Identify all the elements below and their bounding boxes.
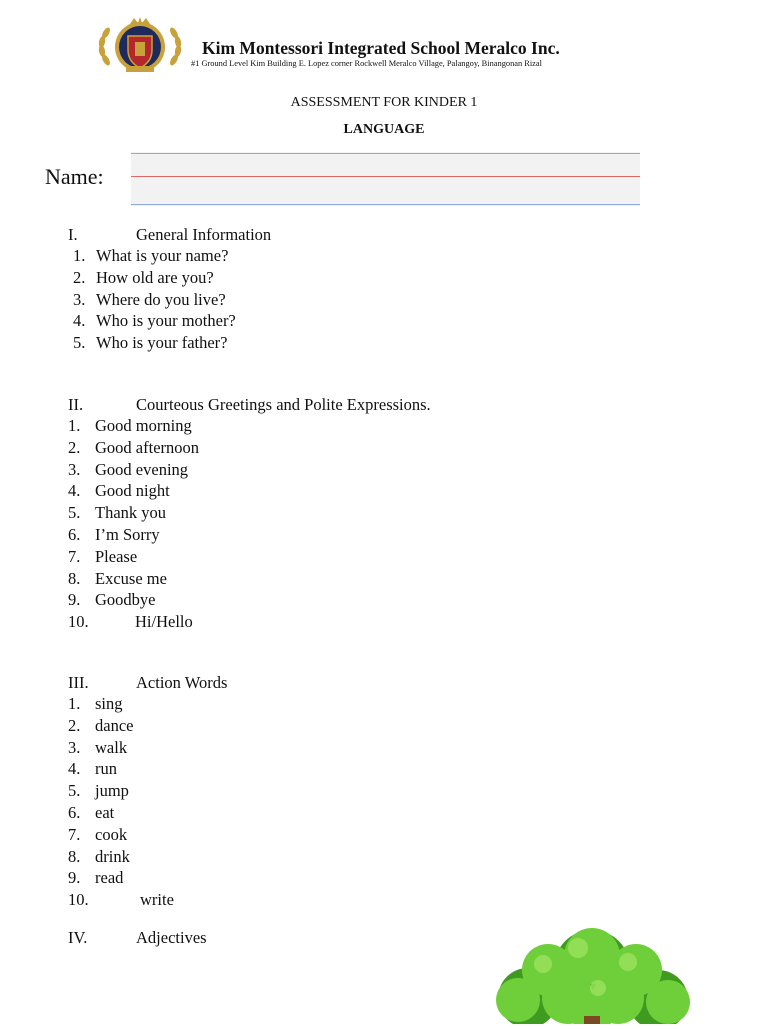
item-text: eat [95,802,115,822]
section-title: Action Words [136,673,228,692]
subject-title: LANGUAGE [343,122,425,137]
item-number: 10. [68,612,89,632]
item-number: 3. [68,459,81,479]
list-item [68,524,368,546]
list-item [73,310,373,332]
item-number: 3. [73,289,86,309]
section-2-list [68,415,368,633]
item-text: dance [95,715,134,735]
list-item [68,568,368,590]
list-item [68,715,368,737]
item-number: 1. [73,246,86,265]
section-numeral: II. [68,395,84,414]
item-text: cook [95,824,128,844]
item-number: 4. [73,311,86,331]
list-item [68,867,368,889]
item-text: write [140,890,174,910]
section-title: Courteous Greetings and Polite Expressions. [136,395,431,414]
item-text: drink [95,846,130,866]
writing-guide-line-bottom [131,204,640,205]
item-text: sing [95,694,123,713]
item-number: 6. [68,802,81,822]
item-number: 1. [68,416,81,435]
writing-guide-line-top [131,153,640,154]
list-item [68,480,368,502]
item-number: 4. [68,481,81,501]
item-number: 2. [68,437,81,457]
tree-icon [488,928,696,1024]
item-text: Hi/Hello [135,612,193,632]
item-text: run [95,759,117,779]
name-writing-field[interactable] [131,152,640,206]
item-text: Who is your father? [96,333,228,353]
item-text: Good night [95,481,170,501]
list-item [68,589,368,611]
list-item [68,824,368,846]
list-item [68,459,368,481]
name-label: Name: [45,164,104,189]
list-item [68,889,368,911]
school-name: Kim Montessori Integrated School Meralco Inc. [202,38,560,58]
item-number: 4. [68,759,81,779]
item-number: 8. [68,568,81,588]
section-numeral: IV. [68,928,88,947]
item-text: Where do you live? [96,289,226,309]
list-item [68,415,368,437]
item-number: 2. [73,267,86,287]
section-title: Adjectives [136,928,207,947]
school-crest-icon [96,16,184,74]
item-text: Good morning [95,416,192,435]
item-number: 9. [68,590,81,610]
section-numeral: III. [68,673,89,692]
list-item [73,289,373,311]
item-number: 5. [68,503,81,523]
item-text: jump [95,781,129,801]
assessment-title: ASSESSMENT FOR KINDER 1 [290,95,478,110]
list-item [68,502,368,524]
list-item [68,546,368,568]
list-item [73,332,373,354]
list-item [73,267,373,289]
item-number: 5. [68,781,81,801]
writing-guide-line-middle [131,176,640,177]
section-title: General Information [136,225,272,244]
item-text: Who is your mother? [96,311,236,331]
item-number: 2. [68,715,81,735]
list-item [68,693,368,715]
item-text: I’m Sorry [95,524,160,544]
list-item [68,780,368,802]
list-item [73,245,373,267]
list-item [68,437,368,459]
item-text: Excuse me [95,568,167,588]
list-item [68,611,368,633]
list-item [68,802,368,824]
item-number: 6. [68,524,81,544]
school-address: #1 Ground Level Kim Building E. Lopez corner Rockwell Meralco Village, Palangoy, Binangonan Rizal [191,59,542,68]
list-item [68,758,368,780]
item-text: Please [95,546,138,566]
item-text: Good evening [95,459,189,479]
item-number: 3. [68,737,81,757]
item-text: How old are you? [96,267,214,287]
item-text: read [95,868,124,888]
item-text: Good afternoon [95,437,200,457]
item-text: What is your name? [96,246,229,265]
item-text: Thank you [95,503,167,523]
item-number: 5. [73,333,86,353]
item-text: walk [95,737,128,757]
item-number: 1. [68,694,81,713]
item-number: 10. [68,890,89,910]
item-number: 8. [68,846,81,866]
list-item [68,846,368,868]
item-number: 9. [68,868,81,888]
section-3-list [68,693,368,911]
section-numeral: I. [68,225,78,244]
item-number: 7. [68,546,81,566]
item-text: Goodbye [95,590,156,610]
item-number: 7. [68,824,81,844]
section-1-list [73,245,373,354]
list-item [68,737,368,759]
